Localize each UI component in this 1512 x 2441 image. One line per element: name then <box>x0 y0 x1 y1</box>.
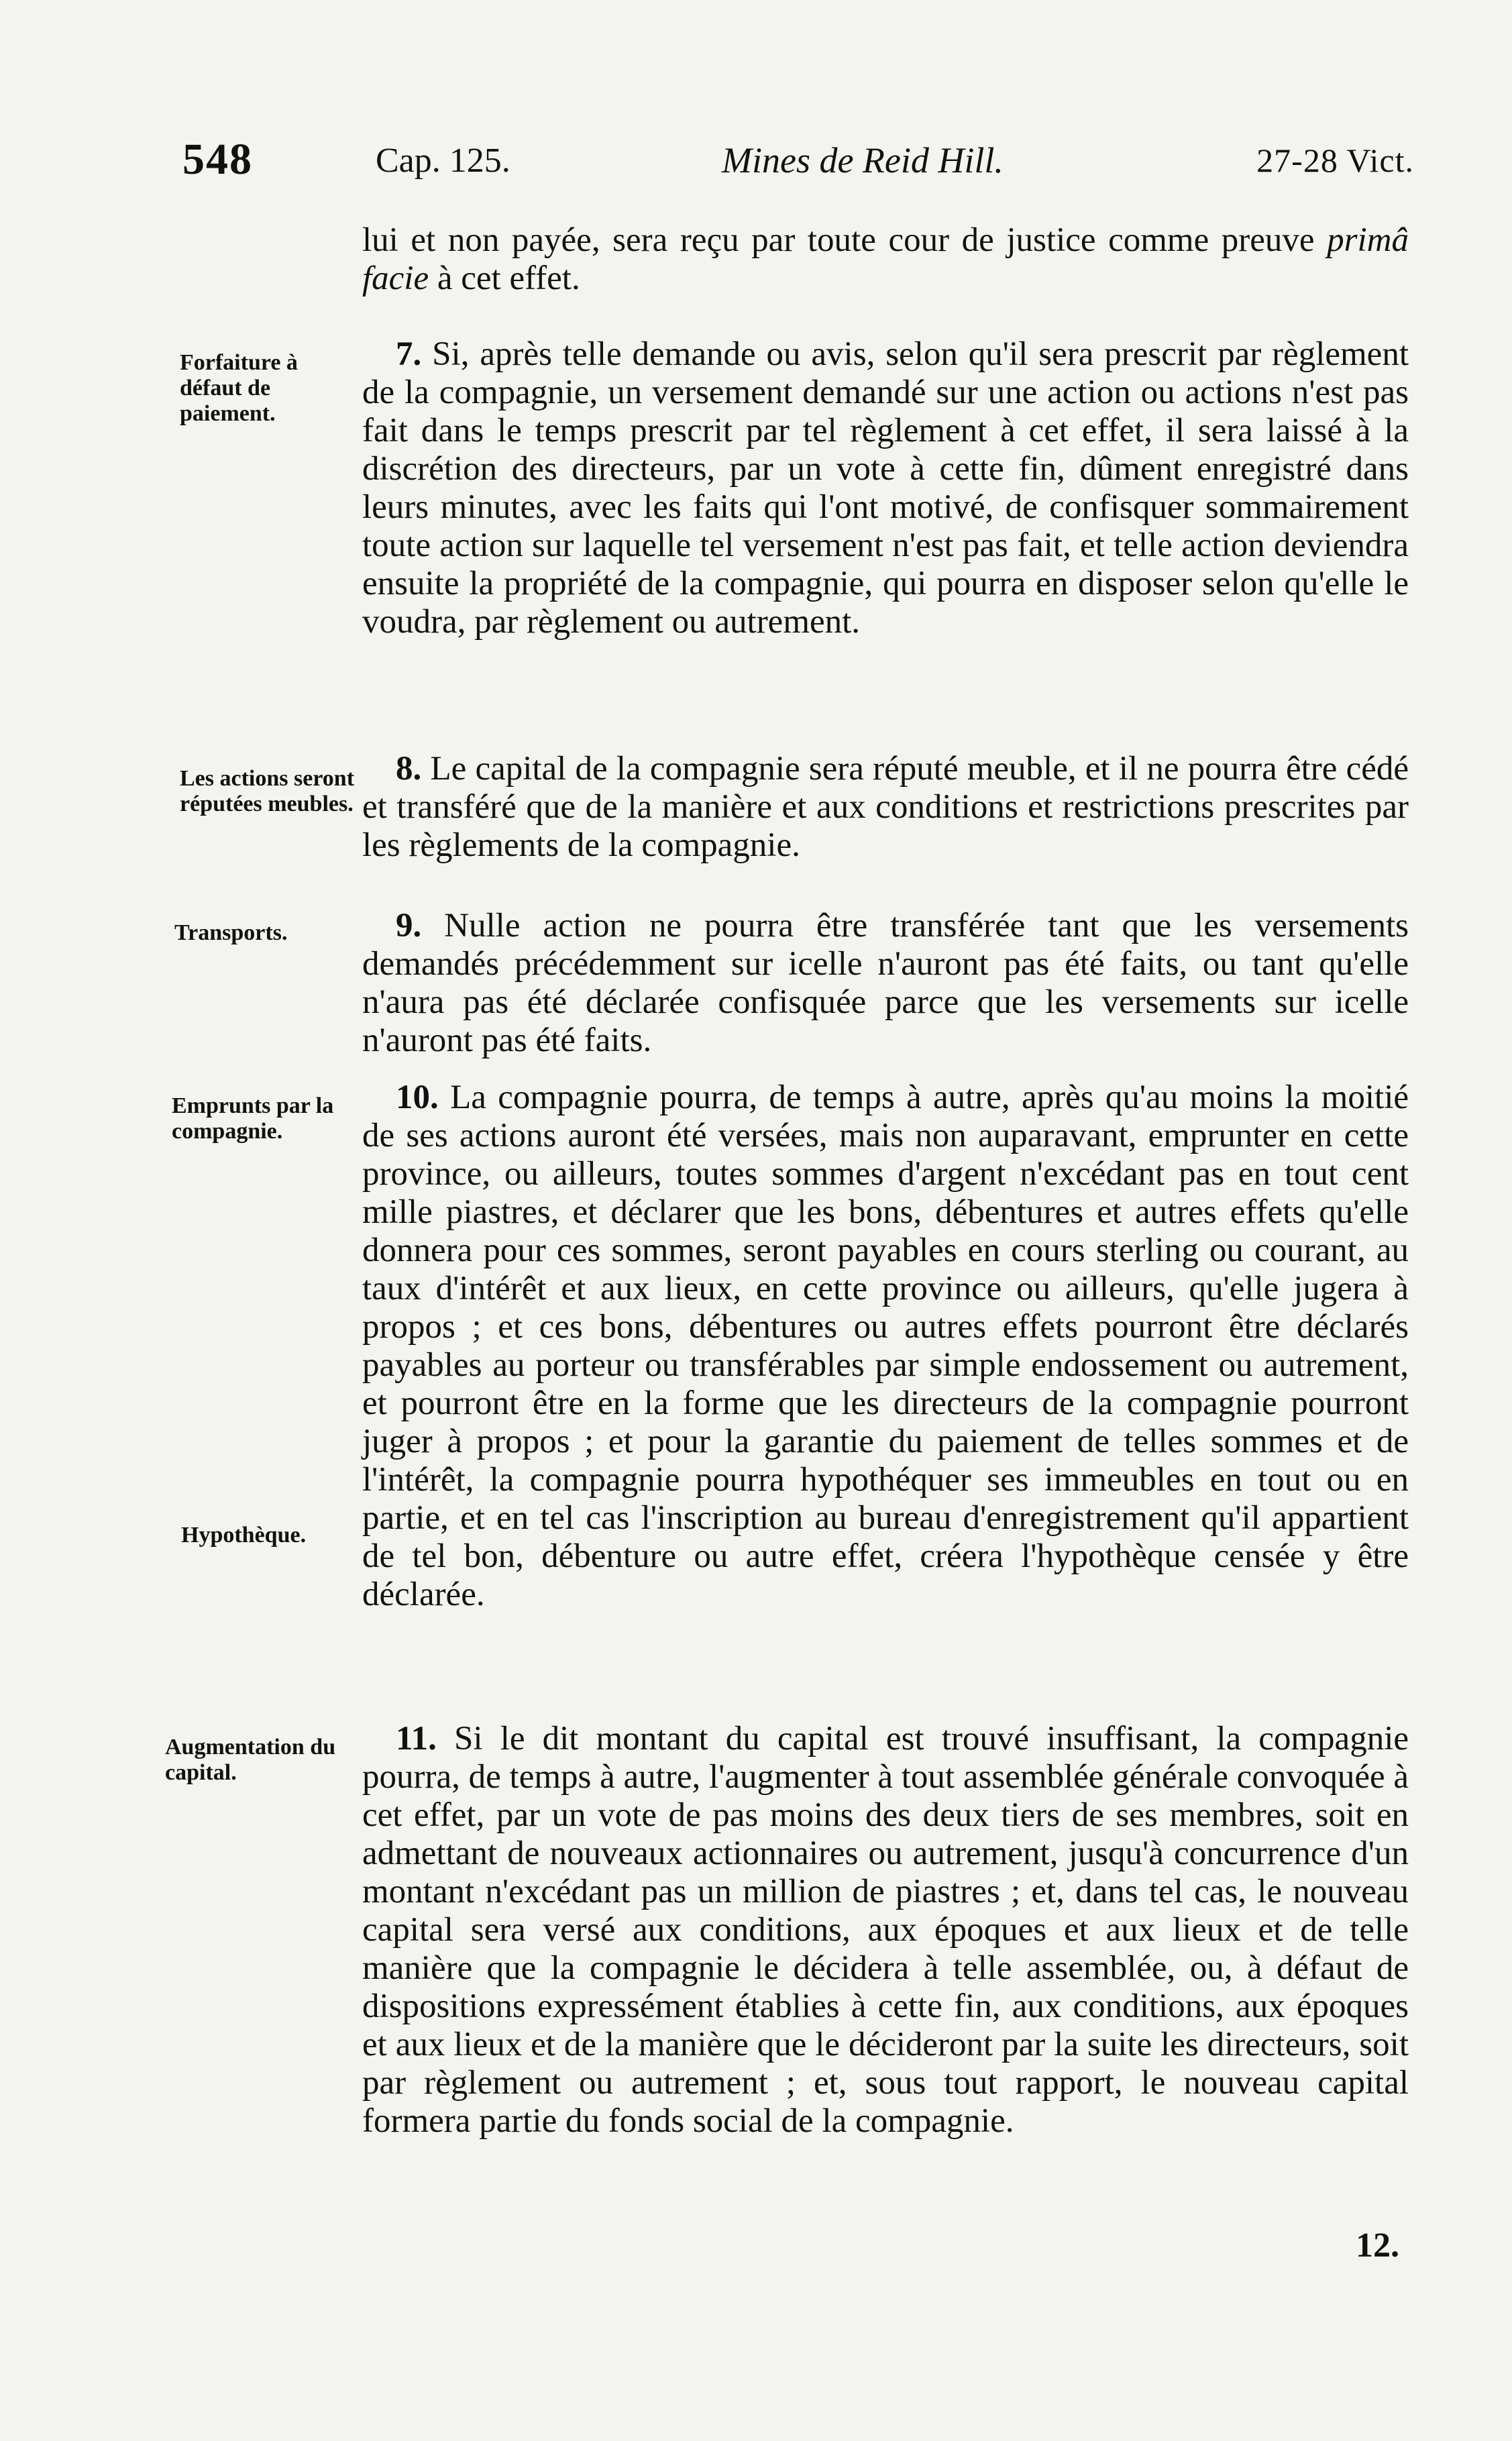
margin-note-transfers: Transports. <box>174 920 288 945</box>
section-9 <box>362 907 1409 1060</box>
margin-note-forfeiture: Forfaiture à défaut de paiement. <box>180 350 298 426</box>
chapter-label: Cap. 125. <box>376 142 510 180</box>
section-text: Nulle action ne pourra être transférée tant que les versements demandés précédemment sur icelle n'auront pas été faits, ou tant qu'elle n'aura pas été déclarée confisquée parce que les versements sur icelle n'auront pas été faits. <box>362 907 1409 1059</box>
section-11 <box>362 1720 1409 2140</box>
regnal-year: 27-28 Vict. <box>1256 142 1414 179</box>
margin-note-borrowing: Emprunts par la compagnie. <box>172 1093 334 1144</box>
section-text: La compagnie pourra, de temps à autre, après qu'au moins la moitié de ses actions auront été versées, mais non auparavant, emprunter en cette province, ou ailleurs, toutes sommes d'argent n'excédant pas en tout cent mille piastres, et déclarer que les bons, débentures et autres effets qu'elle donnera pour ces sommes, seront payables en cours sterling ou courant, au taux d'intérêt et aux lieux, en cette province ou ailleurs, qu'elle jugera à propos ; et ces bons, débentures ou autres effets pourront être déclarés payables au porteur ou transférables par simple endossement ou autrement, et pourront être en la forme que les directeurs de la compagnie pourront juger à propos ; et pour la garantie du paiement de telles sommes et de l'intérêt, la compagnie pourra hypothéquer ses immeubles en tout ou en partie, et en tel cas l'inscription au bureau d'enregistrement qu'il appartient de tel bon, débenture ou autre effet, créera l'hypothèque censée y être déclarée. <box>362 1079 1409 1613</box>
section-text: Le capital de la compagnie sera réputé meuble, et il ne pourra être cédé et transféré que de la manière et aux conditions et restrictions prescrites par les règlements de la compagnie. <box>362 750 1409 864</box>
continuation-paragraph <box>362 221 1409 298</box>
section-10 <box>362 1079 1409 1614</box>
section-number: 8. <box>396 750 422 788</box>
section-number: 11. <box>396 1720 437 1757</box>
margin-note-capital-increase: Augmentation du capital. <box>165 1735 336 1785</box>
section-text: Si, après telle demande ou avis, selon qu'il sera prescrit par règlement de la compagnie, un versement demandé sur une action ou actions n'est pas fait dans le temps prescrit par tel règlement à cet effet, il sera laissé à la discrétion des directeurs, par un vote à cette fin, dûment enregistré dans leurs minutes, avec les faits qui l'ont motivé, de confisquer sommairement toute action sur laquelle tel versement n'est pas fait, et telle action deviendra ensuite la propriété de la compagnie, qui pourra en disposer selon qu'elle le voudra, par règlement ou autrement. <box>362 335 1409 641</box>
section-text: Si le dit montant du capital est trouvé insuffisant, la compagnie pourra, de temps à autre, l'augmenter à tout assemblée générale convoquée à cet effet, par un vote de pas moins des deux tiers de ses membres, soit en admettant de nouveaux actionnaires ou autrement, jusqu'à concurrence d'un montant n'excédant pas un million de piastres ; et, dans tel cas, le nouveau capital sera versé aux conditions, aux époques et aux lieux et de telle manière que la compagnie le décidera à telle assemblée, ou, à défaut de dispositions expressément établies à cette fin, aux conditions, aux époques et aux lieux et de la manière que le décideront par la suite les directeurs, soit par règlement ou autrement ; et, sous tout rapport, le nouveau capital formera partie du fonds social de la compagnie. <box>362 1720 1409 2140</box>
page-number: 548 <box>182 135 253 184</box>
running-header <box>166 134 1414 195</box>
section-8 <box>362 750 1409 865</box>
margin-note-shares-movable: Les actions seront réputées meubles. <box>180 766 355 816</box>
section-number: 7. <box>396 335 422 373</box>
continuation-end: à cet effet. <box>429 260 580 297</box>
margin-note-mortgage: Hypothèque. <box>181 1523 307 1548</box>
section-7 <box>362 335 1409 641</box>
section-number: 9. <box>396 907 422 944</box>
continuation-italic: primâ facie <box>362 221 1409 297</box>
catchword: 12. <box>1356 2226 1399 2265</box>
act-title: Mines de Reid Hill. <box>722 140 1004 180</box>
section-number: 10. <box>396 1079 439 1116</box>
continuation-text: lui et non payée, sera reçu par toute cour de justice comme preuve <box>362 221 1328 259</box>
